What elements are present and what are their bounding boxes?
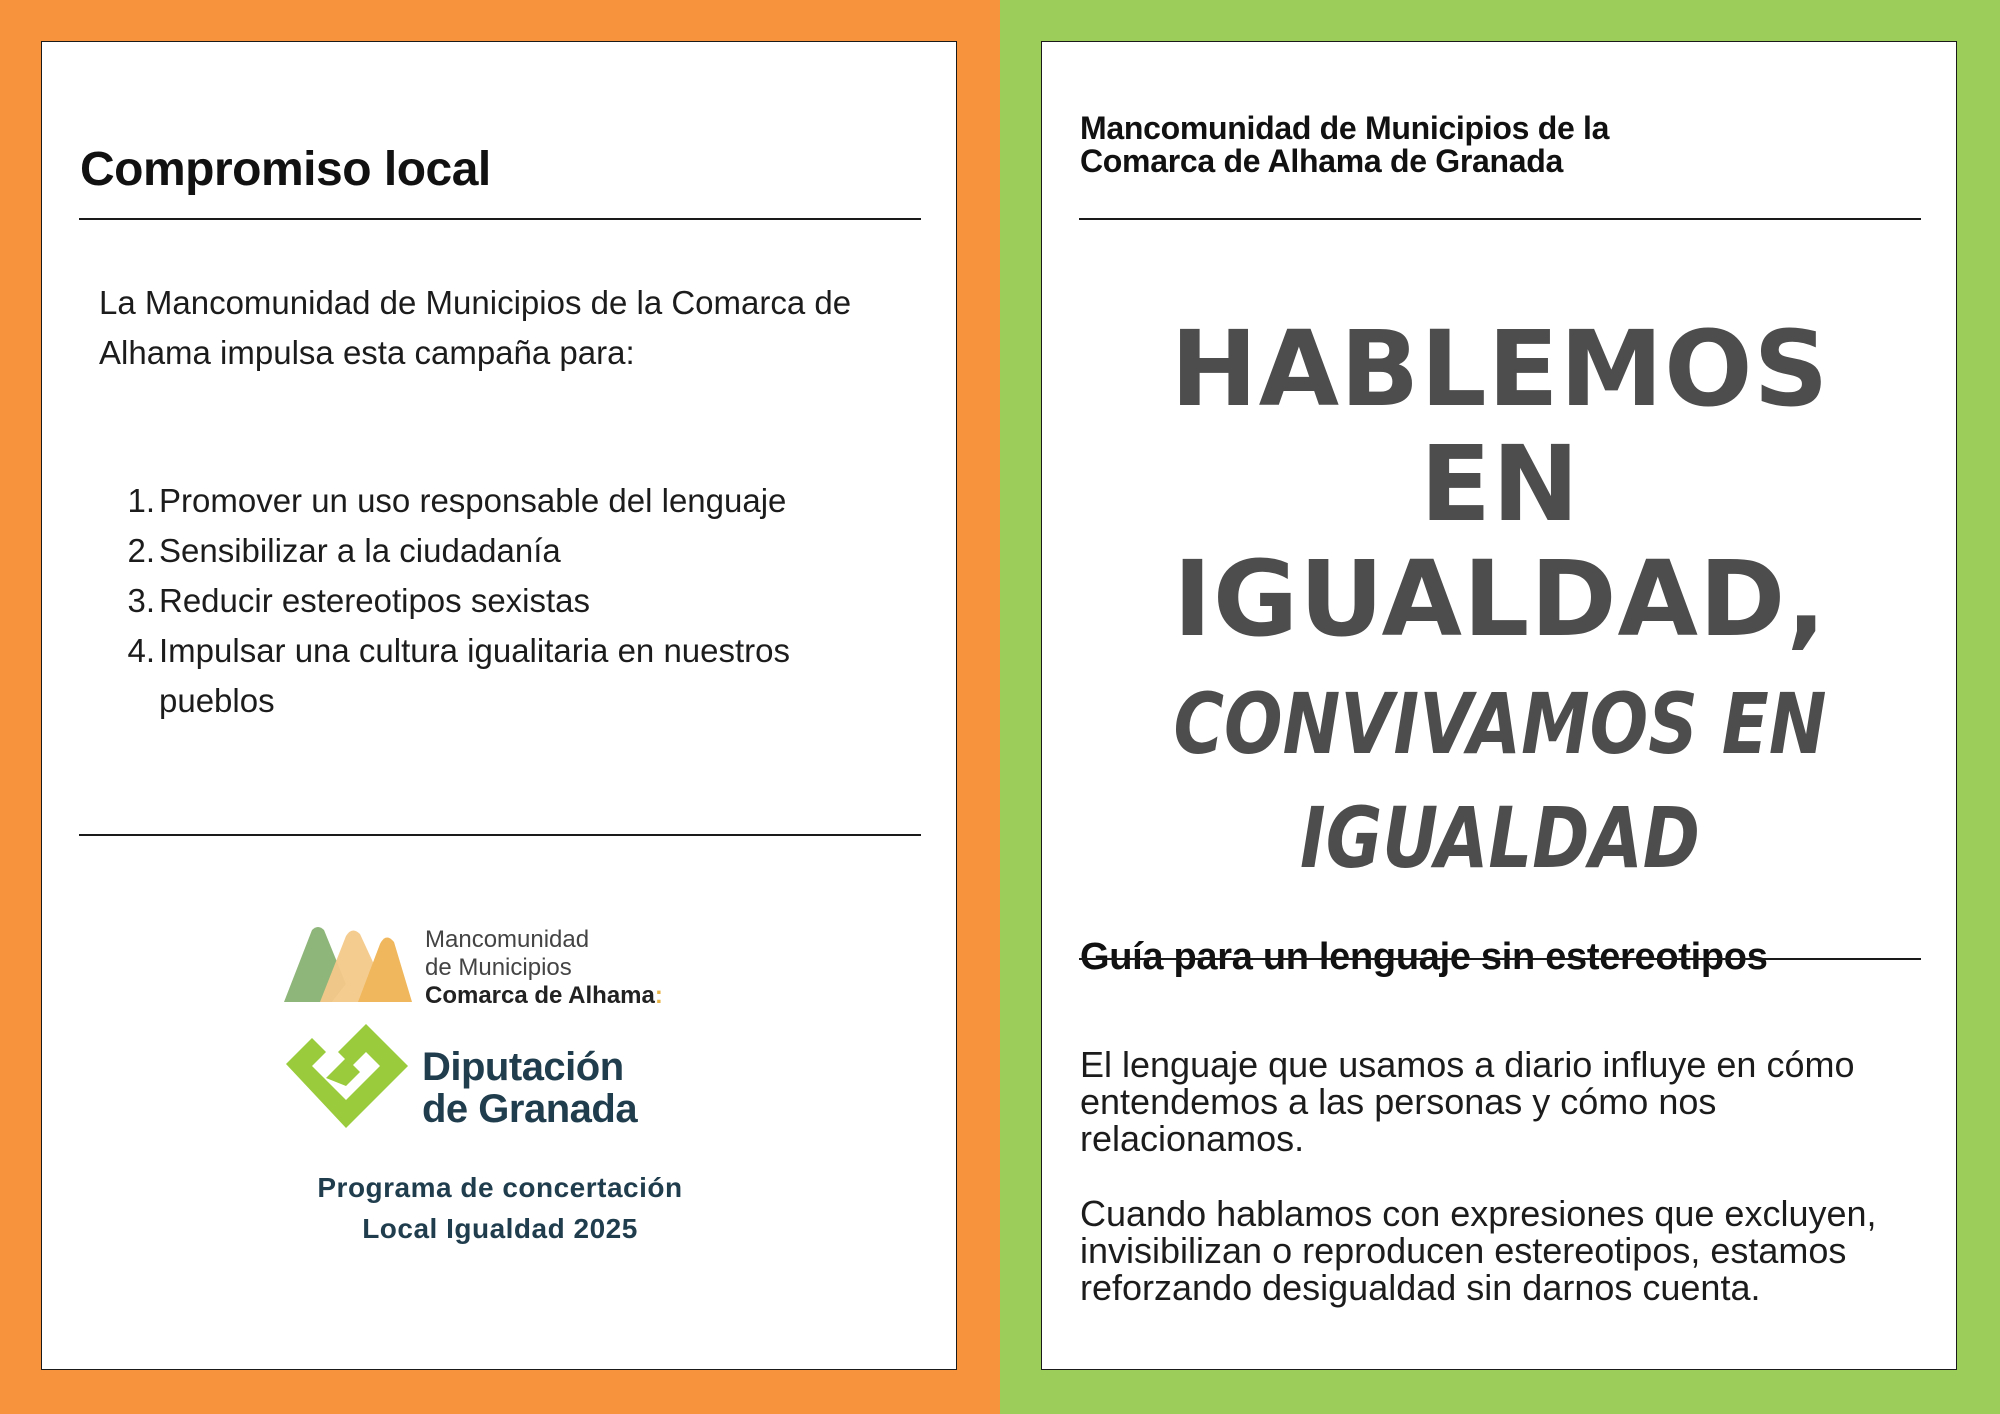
compromiso-card bbox=[41, 41, 957, 1370]
diputacion-wordmark: Diputación de Granada bbox=[422, 1045, 638, 1131]
body-paragraph: Cuando hablamos con expresiones que excluyen, invisibilizan o reproducen estereotipos, estamos reforzando desigualdad sin darnos cuenta. bbox=[1080, 1193, 1877, 1308]
mancomunidad-wordmark: Mancomunidad de Municipios Comarca de Alhama: bbox=[425, 926, 663, 1009]
list-item: 3. Reducir estereotipos sexistas bbox=[127, 582, 591, 619]
mancomunidad-logo bbox=[280, 912, 720, 1032]
list-item: 1. Promover un uso responsable del lenguaje bbox=[127, 482, 787, 519]
right-panel-background bbox=[1000, 0, 2000, 1414]
diputacion-logo bbox=[282, 1020, 742, 1160]
organization-name: Mancomunidad de Municipios de la Comarca de Alhama de Granada bbox=[1080, 110, 1610, 179]
guia-title: Guía para un lenguaje sin estereotipos bbox=[1080, 936, 1768, 978]
diputacion-emblem-icon bbox=[282, 1020, 412, 1130]
headline: HABLEMOS EN IGUALDAD, bbox=[1170, 308, 1830, 660]
divider bbox=[1079, 218, 1921, 220]
mancomunidad-m-icon bbox=[280, 924, 415, 1004]
divider bbox=[79, 834, 921, 836]
guia-card bbox=[1041, 41, 1957, 1370]
list-item: 4. Impulsar una cultura igualitaria en nuestros pueblos bbox=[127, 632, 791, 719]
body-paragraph: El lenguaje que usamos a diario influye en cómo entendemos a las personas y cómo nos relacionamos. bbox=[1080, 1044, 1855, 1159]
intro-paragraph: La Mancomunidad de Municipios de la Comarca de Alhama impulsa esta campaña para: bbox=[99, 284, 852, 371]
objectives-list bbox=[99, 476, 899, 726]
divider bbox=[79, 218, 921, 220]
programa-caption: Programa de concertación Local Igualdad 2025 bbox=[317, 1172, 683, 1244]
subheadline: CONVIVAMOS EN IGUALDAD bbox=[1173, 675, 1827, 887]
list-item: 2. Sensibilizar a la ciudadanía bbox=[127, 532, 561, 569]
compromiso-title: Compromiso local bbox=[80, 143, 491, 196]
divider bbox=[1079, 958, 1921, 960]
